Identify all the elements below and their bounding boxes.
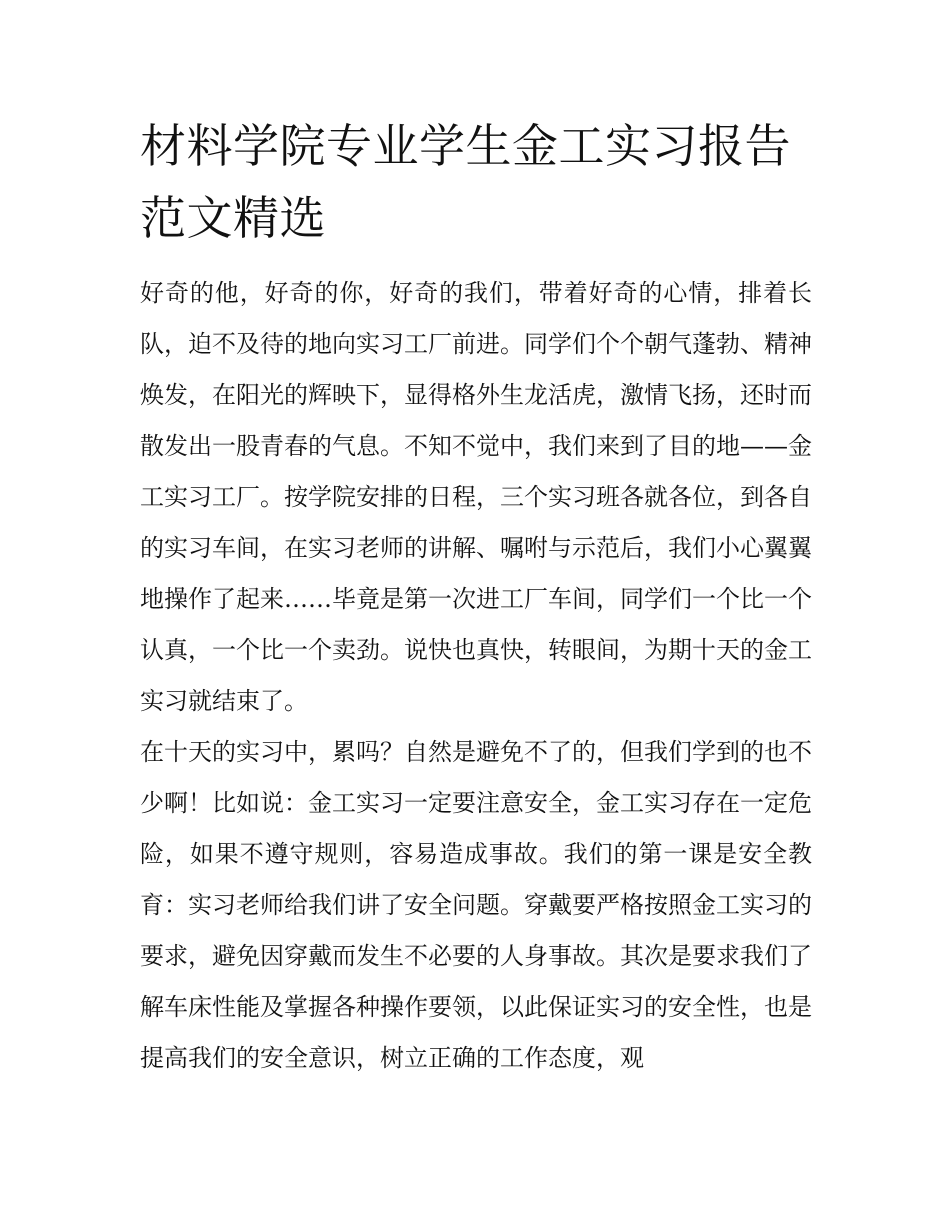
paragraph-2: 在十天的实习中，累吗？自然是避免不了的，但我们学到的也不少啊！比如说：金工实习一定要注意安全，金工实习存在一定危险，如果不遵守规则，容易造成事故。我们的第一课是安全教育：实习老师给我们讲了安全问题。穿戴要严格按照金工实习的要求，避免因穿戴而发生不必要的人身事故。其次是要求我们了解车床性能及掌握各种操作要领，以此保证实习的安全性，也是提高我们的安全意识，树立正确的工作态度，观 — [140, 738, 812, 1072]
paragraph-1: 好奇的他，好奇的你，好奇的我们，带着好奇的心情，排着长队，迫不及待的地向实习工厂前进。同学们个个朝气蓬勃、精神焕发，在阳光的辉映下，显得格外生龙活虎，激情飞扬，还时而散发出一股青春的气息。不知不觉中，我们来到了目的地——金工实习工厂。按学院安排的日程，三个实习班各就各位，到各自的实习车间，在实习老师的讲解、嘱咐与示范后，我们小心翼翼地操作了起来……毕竟是第一次进工厂车间，同学们一个比一个认真，一个比一个卖劲。说快也真快，转眼间，为期十天的金工实习就结束了。 — [140, 279, 812, 715]
document-title: 材料学院专业学生金工实习报告范文精选 — [140, 119, 791, 245]
document-page — [140, 110, 812, 1084]
